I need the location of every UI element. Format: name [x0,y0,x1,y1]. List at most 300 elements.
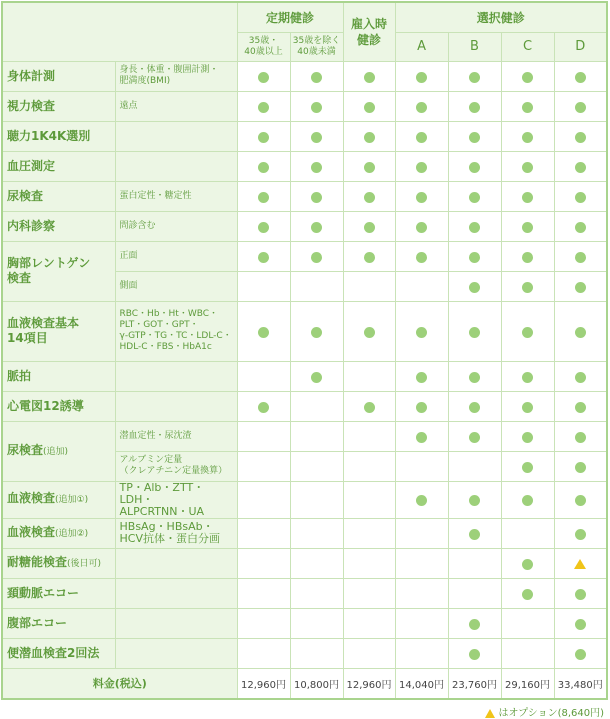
table-row [2,61,607,91]
included-dot-icon [416,432,427,443]
exam-item [2,361,115,391]
header-teiki-35: 35歳・ 40歳以上 [237,32,290,61]
mark-cell [554,578,607,608]
exam-item-note: (後日可) [67,558,102,569]
exam-item [2,91,115,121]
mark-cell [448,608,501,638]
mark-cell [395,638,448,668]
included-dot-icon [364,162,375,173]
included-dot-icon [416,402,427,413]
mark-cell [554,151,607,181]
mark-cell [237,361,290,391]
included-dot-icon [258,72,269,83]
included-dot-icon [522,102,533,113]
header-course-d: D [554,32,607,61]
mark-cell [448,481,501,518]
mark-cell [501,151,554,181]
exam-item [2,211,115,241]
exam-detail: アルブミン定量 （クレアチニン定量換算） [115,451,237,481]
table-row [2,548,607,578]
mark-cell [395,181,448,211]
exam-item-label: 胸部レントゲン 検査 [7,256,91,285]
exam-item-note: (追加) [43,446,69,457]
included-dot-icon [469,432,480,443]
included-dot-icon [522,559,533,570]
mark-cell [290,421,343,451]
mark-cell [343,211,395,241]
mark-cell [290,121,343,151]
included-dot-icon [469,327,480,338]
mark-cell [237,578,290,608]
included-dot-icon [575,495,586,506]
mark-cell [554,638,607,668]
mark-cell [237,121,290,151]
mark-cell [501,361,554,391]
mark-cell [501,61,554,91]
mark-cell [554,451,607,481]
mark-cell [554,608,607,638]
included-dot-icon [469,252,480,263]
footnote-text: はオプション(8,640円) [498,708,604,719]
mark-cell [448,61,501,91]
mark-cell [290,151,343,181]
exam-item [2,241,115,301]
mark-cell [237,421,290,451]
mark-cell [554,391,607,421]
included-dot-icon [416,222,427,233]
fee-row [2,668,607,699]
mark-cell [554,211,607,241]
exam-item-label: 内科診察 [7,218,56,233]
mark-cell [501,481,554,518]
included-dot-icon [364,72,375,83]
exam-item [2,638,115,668]
mark-cell [290,301,343,361]
exam-item [2,578,115,608]
mark-cell [237,151,290,181]
header-teiki: 定期健診 [237,2,343,32]
exam-item-label: 血液検査 [7,524,56,539]
mark-cell [554,241,607,271]
price-cell: 10,800円 [290,668,343,699]
exam-detail: TP・Alb・ZTT・LDH・ ALPCRTNN・UA [115,481,237,518]
mark-cell [448,548,501,578]
included-dot-icon [522,432,533,443]
mark-cell [343,121,395,151]
option-triangle-icon [485,709,495,718]
included-dot-icon [364,132,375,143]
mark-cell [343,481,395,518]
mark-cell [501,301,554,361]
mark-cell [395,91,448,121]
mark-cell [237,91,290,121]
exam-detail [115,548,237,578]
mark-cell [554,421,607,451]
table-row [2,518,607,548]
included-dot-icon [522,589,533,600]
exam-item [2,391,115,421]
mark-cell [290,578,343,608]
included-dot-icon [311,372,322,383]
mark-cell [343,361,395,391]
price-cell: 12,960円 [343,668,395,699]
included-dot-icon [258,162,269,173]
exam-detail: 問診含む [115,211,237,241]
included-dot-icon [311,192,322,203]
included-dot-icon [258,192,269,203]
exam-item-label: 心電図12誘導 [7,398,84,413]
price-cell: 12,960円 [237,668,290,699]
included-dot-icon [416,72,427,83]
included-dot-icon [575,589,586,600]
exam-item [2,181,115,211]
included-dot-icon [311,102,322,113]
mark-cell [395,548,448,578]
mark-cell [395,241,448,271]
table-row [2,608,607,638]
table-row [2,421,607,451]
mark-cell [343,451,395,481]
included-dot-icon [258,327,269,338]
mark-cell [343,578,395,608]
included-dot-icon [469,102,480,113]
mark-cell [554,301,607,361]
exam-item [2,518,115,548]
mark-cell [448,151,501,181]
exam-item-label: 身体計測 [7,68,56,83]
included-dot-icon [469,619,480,630]
mark-cell [343,638,395,668]
header-koire: 雇入時 健診 [343,2,395,61]
exam-detail [115,608,237,638]
mark-cell [448,451,501,481]
mark-cell [554,271,607,301]
mark-cell [237,608,290,638]
included-dot-icon [416,192,427,203]
exam-detail: 蛋白定性・糖定性 [115,181,237,211]
included-dot-icon [575,102,586,113]
price-cell: 33,480円 [554,668,607,699]
mark-cell [237,451,290,481]
mark-cell [237,271,290,301]
mark-cell [448,181,501,211]
included-dot-icon [364,102,375,113]
table-row [2,638,607,668]
mark-cell [501,391,554,421]
mark-cell [237,548,290,578]
mark-cell [343,61,395,91]
included-dot-icon [416,252,427,263]
exam-item [2,608,115,638]
exam-item-label: 尿検査 [7,188,44,203]
mark-cell [448,91,501,121]
mark-cell [395,518,448,548]
exam-item [2,481,115,518]
included-dot-icon [469,529,480,540]
price-cell: 23,760円 [448,668,501,699]
mark-cell [501,548,554,578]
exam-detail: HBsAg・HBsAb・ HCV抗体・蛋白分画 [115,518,237,548]
mark-cell [290,518,343,548]
exam-item-label: 便潜血検査2回法 [7,645,100,660]
exam-item-label: 血液検査 [7,491,56,505]
mark-cell [237,518,290,548]
table-row [2,151,607,181]
included-dot-icon [575,192,586,203]
mark-cell [237,391,290,421]
included-dot-icon [469,222,480,233]
included-dot-icon [575,282,586,293]
table-row [2,211,607,241]
mark-cell [501,181,554,211]
mark-cell [501,271,554,301]
mark-cell [290,361,343,391]
mark-cell [343,181,395,211]
mark-cell [395,608,448,638]
exam-detail: 遠点 [115,91,237,121]
included-dot-icon [258,222,269,233]
included-dot-icon [364,192,375,203]
mark-cell [395,361,448,391]
mark-cell [448,518,501,548]
included-dot-icon [575,72,586,83]
exam-detail [115,638,237,668]
table-row [2,301,607,361]
included-dot-icon [575,222,586,233]
mark-cell [237,301,290,361]
included-dot-icon [575,372,586,383]
exam-detail: 身長・体重・腹囲計測・ 肥満度(BMI) [115,61,237,91]
included-dot-icon [311,252,322,263]
mark-cell [554,518,607,548]
mark-cell [343,548,395,578]
mark-cell [290,271,343,301]
mark-cell [448,391,501,421]
fee-label: 料金(税込) [2,668,237,699]
included-dot-icon [364,252,375,263]
exam-item-label: 視力検査 [7,98,56,113]
included-dot-icon [311,327,322,338]
exam-item-label: 尿検査 [7,442,44,457]
included-dot-icon [416,495,427,506]
mark-cell [395,451,448,481]
mark-cell [395,421,448,451]
mark-cell [343,421,395,451]
included-dot-icon [416,132,427,143]
mark-cell [343,301,395,361]
mark-cell [395,481,448,518]
mark-cell [290,638,343,668]
mark-cell [237,211,290,241]
included-dot-icon [522,72,533,83]
mark-cell [290,91,343,121]
exam-detail [115,578,237,608]
included-dot-icon [469,649,480,660]
mark-cell [501,518,554,548]
table-row [2,578,607,608]
mark-cell [395,151,448,181]
included-dot-icon [311,72,322,83]
mark-cell [554,361,607,391]
included-dot-icon [522,327,533,338]
mark-cell [448,241,501,271]
mark-cell [501,608,554,638]
included-dot-icon [416,327,427,338]
included-dot-icon [469,132,480,143]
mark-cell [290,391,343,421]
mark-cell [395,61,448,91]
exam-item [2,301,115,361]
mark-cell [501,241,554,271]
included-dot-icon [311,132,322,143]
header-blank [2,2,237,61]
mark-cell [290,451,343,481]
price-cell: 29,160円 [501,668,554,699]
table-row [2,361,607,391]
mark-cell [290,181,343,211]
mark-cell [448,638,501,668]
exam-item-label: 血液検査基本 14項目 [7,316,80,345]
mark-cell [343,271,395,301]
included-dot-icon [364,402,375,413]
included-dot-icon [522,495,533,506]
mark-cell [501,421,554,451]
included-dot-icon [364,222,375,233]
included-dot-icon [575,132,586,143]
included-dot-icon [522,162,533,173]
mark-cell [501,121,554,151]
exam-item-note: (追加②) [55,528,89,539]
exam-item [2,548,115,578]
included-dot-icon [575,432,586,443]
included-dot-icon [575,402,586,413]
included-dot-icon [575,529,586,540]
mark-cell [343,241,395,271]
mark-cell [237,61,290,91]
mark-cell [448,121,501,151]
included-dot-icon [258,102,269,113]
included-dot-icon [575,162,586,173]
mark-cell [395,391,448,421]
exam-detail: 正面 [115,241,237,271]
included-dot-icon [575,462,586,473]
exam-item-label: 頚動脈エコー [7,585,80,600]
mark-cell [501,91,554,121]
exam-detail [115,391,237,421]
included-dot-icon [416,162,427,173]
mark-cell [237,638,290,668]
exam-detail [115,121,237,151]
included-dot-icon [258,252,269,263]
table-row [2,121,607,151]
mark-cell [290,608,343,638]
exam-item-label: 腹部エコー [7,615,68,630]
included-dot-icon [364,327,375,338]
included-dot-icon [311,222,322,233]
mark-cell [448,361,501,391]
table-row [2,241,607,271]
included-dot-icon [416,102,427,113]
mark-cell [237,481,290,518]
header-course-c: C [501,32,554,61]
included-dot-icon [575,327,586,338]
header-course-b: B [448,32,501,61]
mark-cell [343,608,395,638]
included-dot-icon [469,282,480,293]
header-course-a: A [395,32,448,61]
mark-cell [554,91,607,121]
mark-cell [237,241,290,271]
mark-cell [237,181,290,211]
price-cell: 14,040円 [395,668,448,699]
mark-cell [501,578,554,608]
mark-cell [554,61,607,91]
mark-cell [395,301,448,361]
mark-cell [448,211,501,241]
exam-item [2,121,115,151]
mark-cell [501,211,554,241]
mark-cell [448,421,501,451]
mark-cell [395,121,448,151]
exam-item [2,421,115,481]
exam-detail: 側面 [115,271,237,301]
included-dot-icon [469,402,480,413]
exam-item [2,61,115,91]
mark-cell [290,548,343,578]
table-row [2,391,607,421]
included-dot-icon [522,222,533,233]
included-dot-icon [258,402,269,413]
included-dot-icon [469,162,480,173]
included-dot-icon [522,252,533,263]
header-teiki-other: 35歳を除く 40歳未満 [290,32,343,61]
mark-cell [554,481,607,518]
included-dot-icon [522,282,533,293]
mark-cell [448,271,501,301]
exam-detail [115,361,237,391]
included-dot-icon [469,372,480,383]
mark-cell [395,271,448,301]
table-body [2,61,607,699]
included-dot-icon [469,192,480,203]
included-dot-icon [469,72,480,83]
mark-cell [290,241,343,271]
mark-cell [554,121,607,151]
health-checkup-table [1,1,608,700]
included-dot-icon [522,132,533,143]
exam-item-label: 耐糖能検査 [7,554,68,569]
included-dot-icon [522,372,533,383]
mark-cell [343,518,395,548]
table-row [2,91,607,121]
exam-item [2,151,115,181]
exam-item-label: 脈拍 [7,368,32,383]
mark-cell [290,61,343,91]
included-dot-icon [522,192,533,203]
included-dot-icon [575,649,586,660]
mark-cell [290,481,343,518]
included-dot-icon [416,372,427,383]
mark-cell [554,181,607,211]
mark-cell [343,151,395,181]
exam-item-label: 聴力1K4K選別 [7,128,91,143]
included-dot-icon [258,132,269,143]
included-dot-icon [469,495,480,506]
exam-detail: 潜血定性・尿沈渣 [115,421,237,451]
exam-detail: RBC・Hb・Ht・WBC・ PLT・GOT・GPT・ γ-GTP・TG・TC・LDL-C・ HDL-C・FBS・HbA1c [115,301,237,361]
table-row [2,181,607,211]
header-sentaku: 選択健診 [395,2,607,32]
